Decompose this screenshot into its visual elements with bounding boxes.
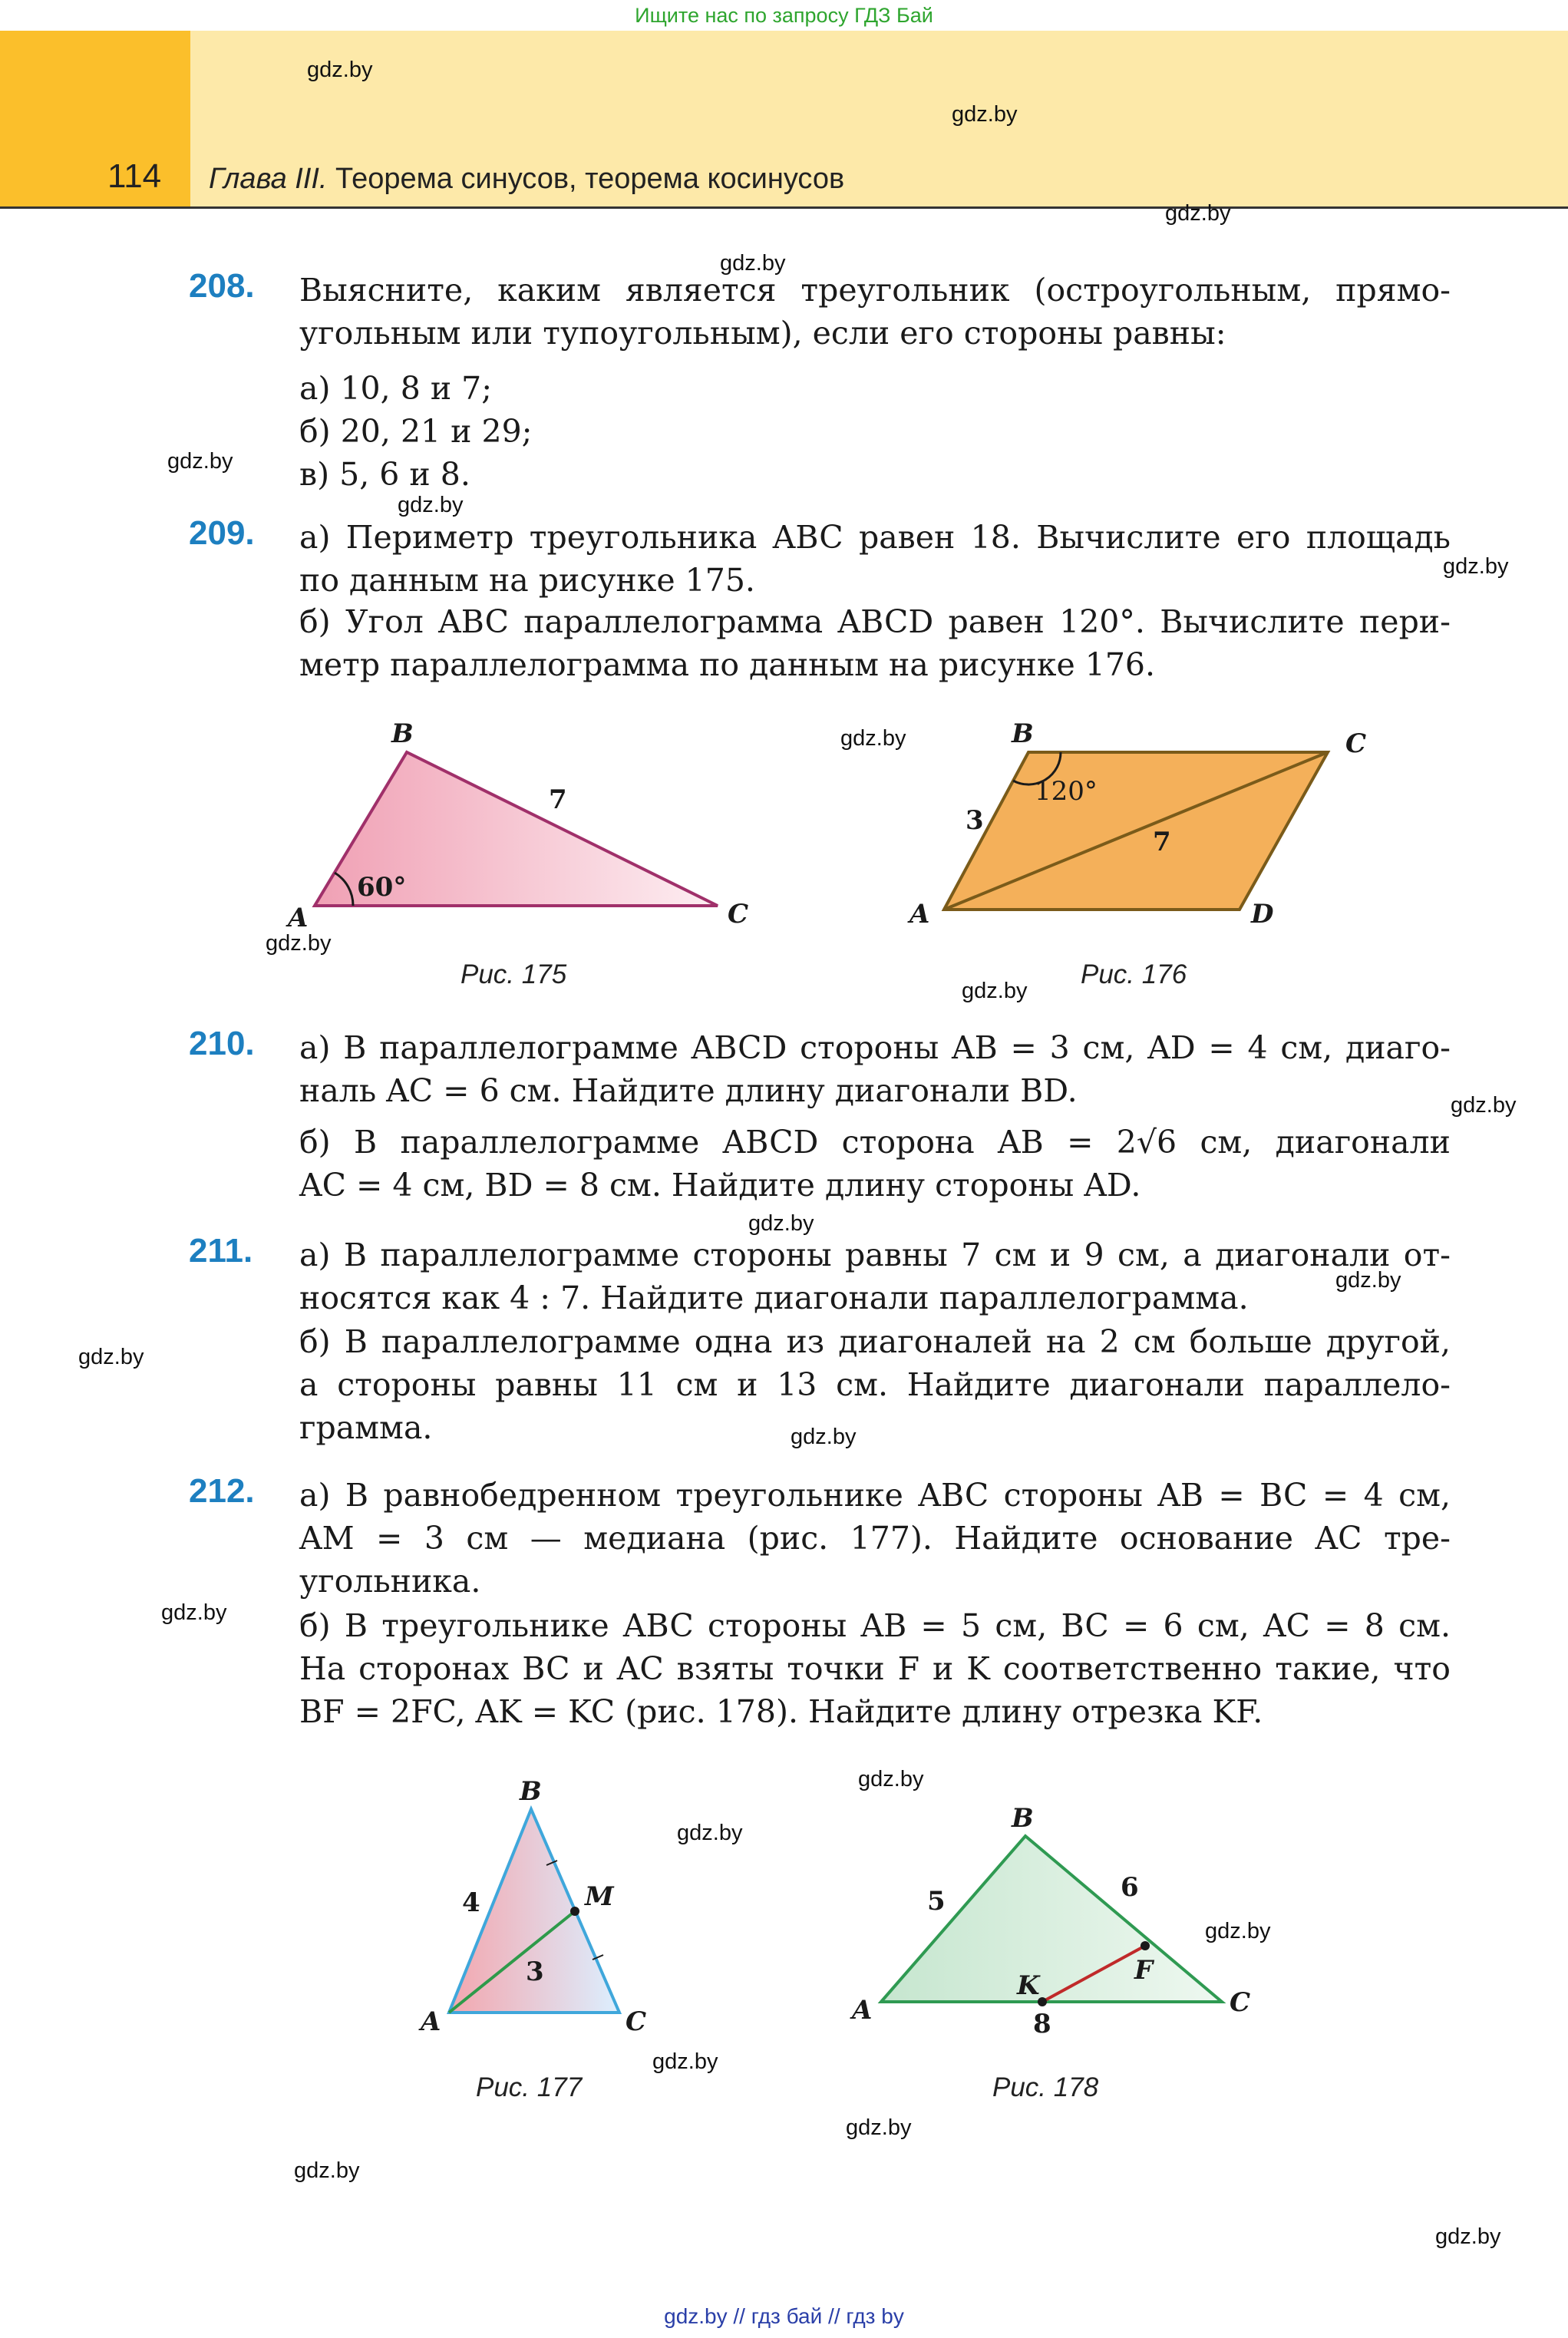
- vertex-c-label: C: [728, 899, 749, 930]
- problem-text: а) Периметр треугольника ABC равен 18. Вычислите его площадь: [299, 519, 1451, 556]
- side-label: 4: [462, 1887, 480, 1918]
- figure-177: [414, 1765, 675, 2049]
- problem-text: по данным на рисунке 175.: [299, 562, 755, 599]
- problem-text: AC = 4 см, BD = 8 см. Найдите длину стороны AD.: [299, 1167, 1141, 1204]
- figure-176: [898, 714, 1405, 952]
- watermark: gdz.by: [1443, 554, 1509, 579]
- watermark: gdz.by: [748, 1211, 814, 1236]
- chapter-name: Теорема синусов, теорема косинусов: [327, 163, 845, 195]
- vertex-b-label: B: [1012, 1803, 1034, 1834]
- problem-number: 212.: [189, 1472, 255, 1510]
- top-note[interactable]: Ищите нас по запросу ГДЗ Бай: [635, 4, 933, 27]
- watermark: gdz.by: [294, 2158, 360, 2183]
- watermark: gdz.by: [962, 979, 1028, 1003]
- figure-175: [284, 714, 775, 959]
- problem-number: 210.: [189, 1025, 255, 1062]
- page-number: 114: [107, 157, 162, 195]
- watermark: gdz.by: [846, 2115, 912, 2140]
- point-f: [1141, 1941, 1150, 1950]
- angle-label: 60°: [357, 872, 407, 903]
- problem-text: а) В параллелограмме ABCD стороны AB = 3 см, AD = 4 см, диаго-: [299, 1029, 1451, 1066]
- side-ab-label: 5: [927, 1886, 946, 1917]
- figure-caption: Рис. 175: [460, 959, 567, 989]
- watermark: gdz.by: [1435, 2224, 1501, 2249]
- vertex-d-label: D: [1251, 899, 1274, 930]
- watermark: gdz.by: [1451, 1093, 1517, 1118]
- side-bc-label: 6: [1121, 1872, 1139, 1903]
- watermark: gdz.by: [307, 58, 373, 82]
- point-f-label: F: [1134, 1955, 1154, 1986]
- problem-text: б) В параллелограмме одна из диагоналей на 2 см больше другой,: [299, 1323, 1451, 1360]
- problem-text: б) В треугольнике ABC стороны AB = 5 см, BC = 6 см, AC = 8 см.: [299, 1607, 1451, 1644]
- chapter-title: [209, 163, 844, 196]
- problem-number: 211.: [189, 1232, 253, 1270]
- header-tab: [0, 31, 190, 207]
- vertex-c-label: C: [626, 2006, 647, 2037]
- problem-text: наль AC = 6 см. Найдите длину диагонали BD.: [299, 1072, 1078, 1109]
- figure-caption: Рис. 176: [1081, 959, 1187, 989]
- watermark: gdz.by: [677, 1821, 743, 1845]
- header-rule: [0, 206, 1568, 209]
- vertex-a-label: A: [852, 1995, 873, 2026]
- side-label: 7: [549, 784, 567, 815]
- figure-caption: Рис. 177: [476, 2072, 583, 2102]
- side-label: 3: [966, 805, 984, 836]
- problem-text: грамма.: [299, 1409, 433, 1446]
- side-ac-label: 8: [1033, 2009, 1051, 2039]
- watermark: gdz.by: [840, 726, 906, 751]
- problem-text: AM = 3 см — медиана (рис. 177). Найдите основание AC тре-: [299, 1520, 1451, 1557]
- watermark: gdz.by: [858, 1767, 924, 1791]
- watermark: gdz.by: [1205, 1919, 1271, 1943]
- watermark: gdz.by: [720, 251, 786, 276]
- vertex-b-label: B: [520, 1776, 542, 1807]
- watermark: gdz.by: [398, 493, 464, 517]
- problem-text: угольника.: [299, 1563, 481, 1600]
- problem-text: BF = 2FC, AK = KC (рис. 178). Найдите длину отрезка KF.: [299, 1693, 1263, 1730]
- problem-number: 208.: [189, 267, 255, 305]
- vertex-b-label: B: [391, 718, 414, 749]
- problem-item: б) 20, 21 и 29;: [299, 413, 533, 450]
- problem-text: а) В равнобедренном треугольнике ABC стороны AB = BC = 4 см,: [299, 1477, 1451, 1514]
- vertex-c-label: C: [1230, 1987, 1251, 2018]
- median-label: 3: [526, 1957, 544, 1987]
- figure-178: [844, 1796, 1274, 2049]
- watermark: gdz.by: [791, 1425, 857, 1449]
- problem-text: б) Угол ABC параллелограмма ABCD равен 120°. Вычислите пери-: [299, 603, 1451, 640]
- problem-text: а стороны равны 11 см и 13 см. Найдите диагонали параллело-: [299, 1366, 1451, 1403]
- point-m-label: M: [585, 1881, 614, 1912]
- watermark: gdz.by: [1165, 201, 1231, 226]
- vertex-a-label: A: [288, 903, 309, 933]
- problem-text: носятся как 4 : 7. Найдите диагонали параллелограмма.: [299, 1280, 1249, 1316]
- watermark: gdz.by: [78, 1345, 144, 1369]
- footer-links[interactable]: gdz.by // гдз бай // гдз by: [664, 2304, 904, 2328]
- vertex-b-label: B: [1012, 718, 1034, 749]
- problem-item: в) 5, 6 и 8.: [299, 456, 470, 493]
- watermark: gdz.by: [952, 102, 1018, 127]
- diagonal-label: 7: [1153, 827, 1171, 857]
- triangle-abc: [881, 1836, 1222, 2002]
- problem-text: а) В параллелограмме стороны равны 7 см и 9 см, а диагонали от-: [299, 1237, 1451, 1273]
- problem-text: метр параллелограмма по данным на рисунке 176.: [299, 646, 1156, 683]
- figure-caption: Рис. 178: [992, 2072, 1099, 2102]
- vertex-c-label: C: [1345, 728, 1367, 759]
- problem-text: На сторонах BC и AC взяты точки F и K соответственно такие, что: [299, 1650, 1451, 1687]
- watermark: gdz.by: [161, 1600, 227, 1625]
- vertex-a-label: A: [909, 899, 930, 930]
- vertex-a-label: A: [421, 2006, 441, 2037]
- chapter-label: Глава III.: [209, 163, 328, 195]
- watermark: gdz.by: [167, 449, 233, 474]
- problem-number: 209.: [189, 514, 255, 552]
- angle-label: 120°: [1035, 776, 1098, 807]
- problem-text: угольным или тупоугольным), если его стороны равны:: [299, 315, 1226, 352]
- watermark: gdz.by: [652, 2049, 718, 2074]
- watermark: gdz.by: [1335, 1268, 1401, 1293]
- point-k-label: K: [1017, 1970, 1040, 2001]
- point-m: [570, 1907, 579, 1916]
- problem-item: а) 10, 8 и 7;: [299, 370, 493, 407]
- watermark: gdz.by: [266, 931, 332, 956]
- problem-text: б) В параллелограмме ABCD сторона AB = 2√6 см, диагонали: [299, 1124, 1451, 1161]
- problem-text: Выясните, каким является треугольник (остроугольным, прямо-: [299, 272, 1451, 309]
